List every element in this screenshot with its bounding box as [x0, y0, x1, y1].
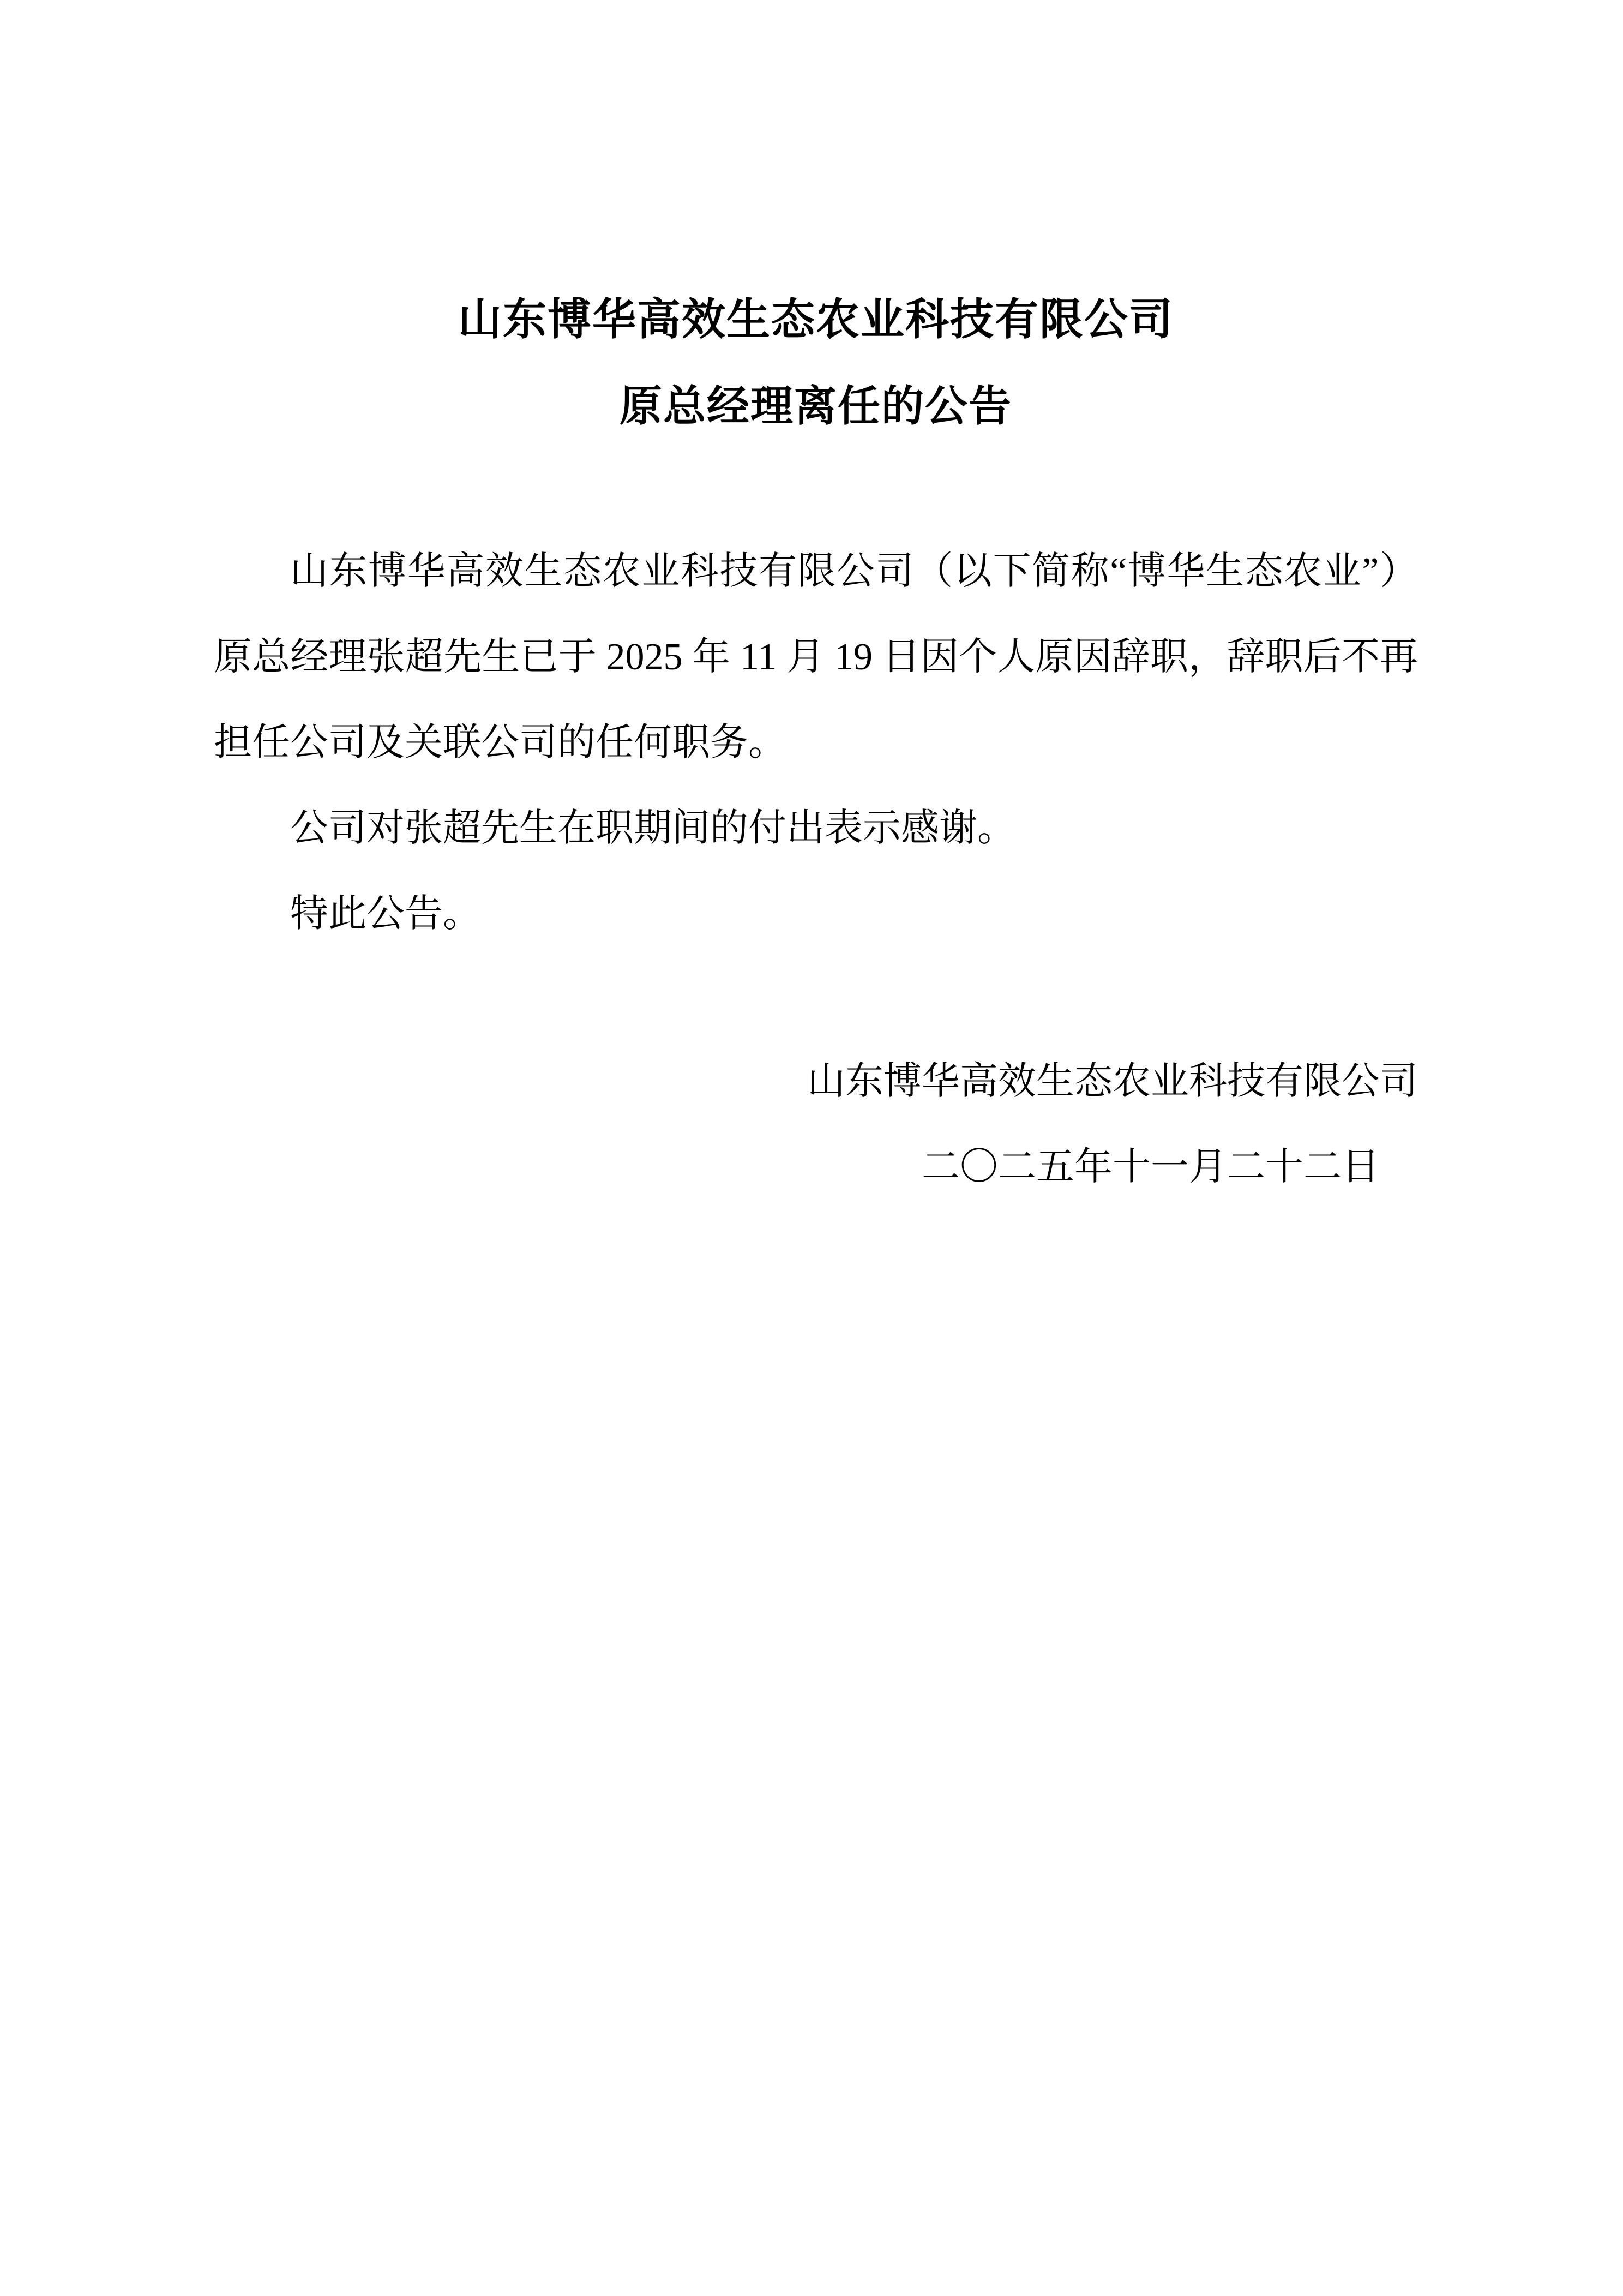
paragraph-gratitude: 公司对张超先生在职期间的付出表示感谢。: [290, 807, 1015, 849]
document-content: [214, 0, 1418, 1210]
signature-date: 二〇二五年十一月二十二日: [922, 1146, 1380, 1188]
signature-company-name: 山东博华高效生态农业科技有限公司: [807, 1060, 1418, 1102]
document-title: 山东博华高效生态农业科技有限公司: [458, 296, 1174, 344]
paragraph-closing: 特此公告。: [290, 893, 481, 935]
signature-block: [214, 1039, 1418, 1210]
document-subtitle: 原总经理离任的公告: [619, 382, 1012, 430]
paragraph-resignation-notice: 山东博华高效生态农业科技有限公司（以下简称“博华生态农业”）原总经理张超先生已于 2025 年 11 月 19 日因个人原因辞职，辞职后不再担任公司及关联公司的任何职务。: [214, 550, 1418, 764]
